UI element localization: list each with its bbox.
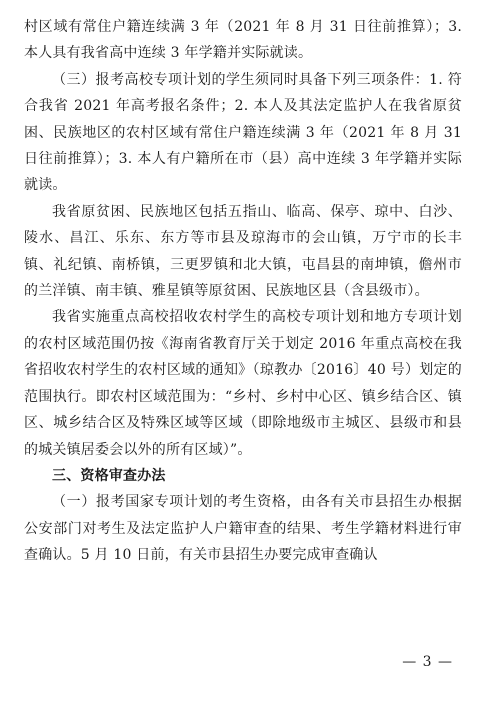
document-body xyxy=(24,14,462,569)
page-number: — 3 — xyxy=(402,654,453,670)
paragraph-poor-ethnic-regions: 我省原贫困、民族地区包括五指山、临高、保亭、琼中、白沙、陵水、昌江、乐东、东方等市县及琼海市的会山镇，万宁市的长丰镇、礼纪镇、南桥镇，三更罗镇和北大镇，屯昌县的南坤镇，儋州市的兰洋镇、南丰镇、雅星镇等原贫困、民族地区县（含县级市）。 xyxy=(24,203,462,300)
paragraph-special-plan-conditions: （三）报考高校专项计划的学生须同时具备下列三项条件：1. 符合我省 2021 年高考报名条件；2. 本人及其法定监护人在我省原贫困、民族地区的农村区域有常住户籍连续满 3 年（2021 年 8 月 31 日往前推算）；3. 本人有户籍所在市（县）高中连续 3 年学籍并实际就读。 xyxy=(24,71,462,194)
section-heading: 三、资格审查办法 xyxy=(52,467,166,484)
paragraph-rural-area-scope: 我省实施重点高校招收农村学生的高校专项计划和地方专项计划的农村区域范围仍按《海南省教育厅关于划定 2016 年重点高校在我省招收农村学生的农村区域的通知》（琼教办〔2016〕40 号）划定的范围执行。即农村区域范围为：“乡村、乡村中心区、镇乡结合区、镇区、城乡结合区及特殊区域等区域（即除地级市主城区、县级市和县的城关镇居委会以外的所有区域）”。 xyxy=(24,309,462,458)
paragraph-qualification-review: （一）报考国家专项计划的考生资格，由各有关市县招生办根据公安部门对考生及法定监护人户籍审查的结果、考生学籍材料进行审查确认。5 月 10 日前，有关市县招生办要完成审查确认 xyxy=(24,494,462,564)
paragraph-continuation: 村区域有常住户籍连续满 3 年（2021 年 8 月 31 日往前推算）；3. 本人具有我省高中连续 3 年学籍并实际就读。 xyxy=(24,19,462,62)
